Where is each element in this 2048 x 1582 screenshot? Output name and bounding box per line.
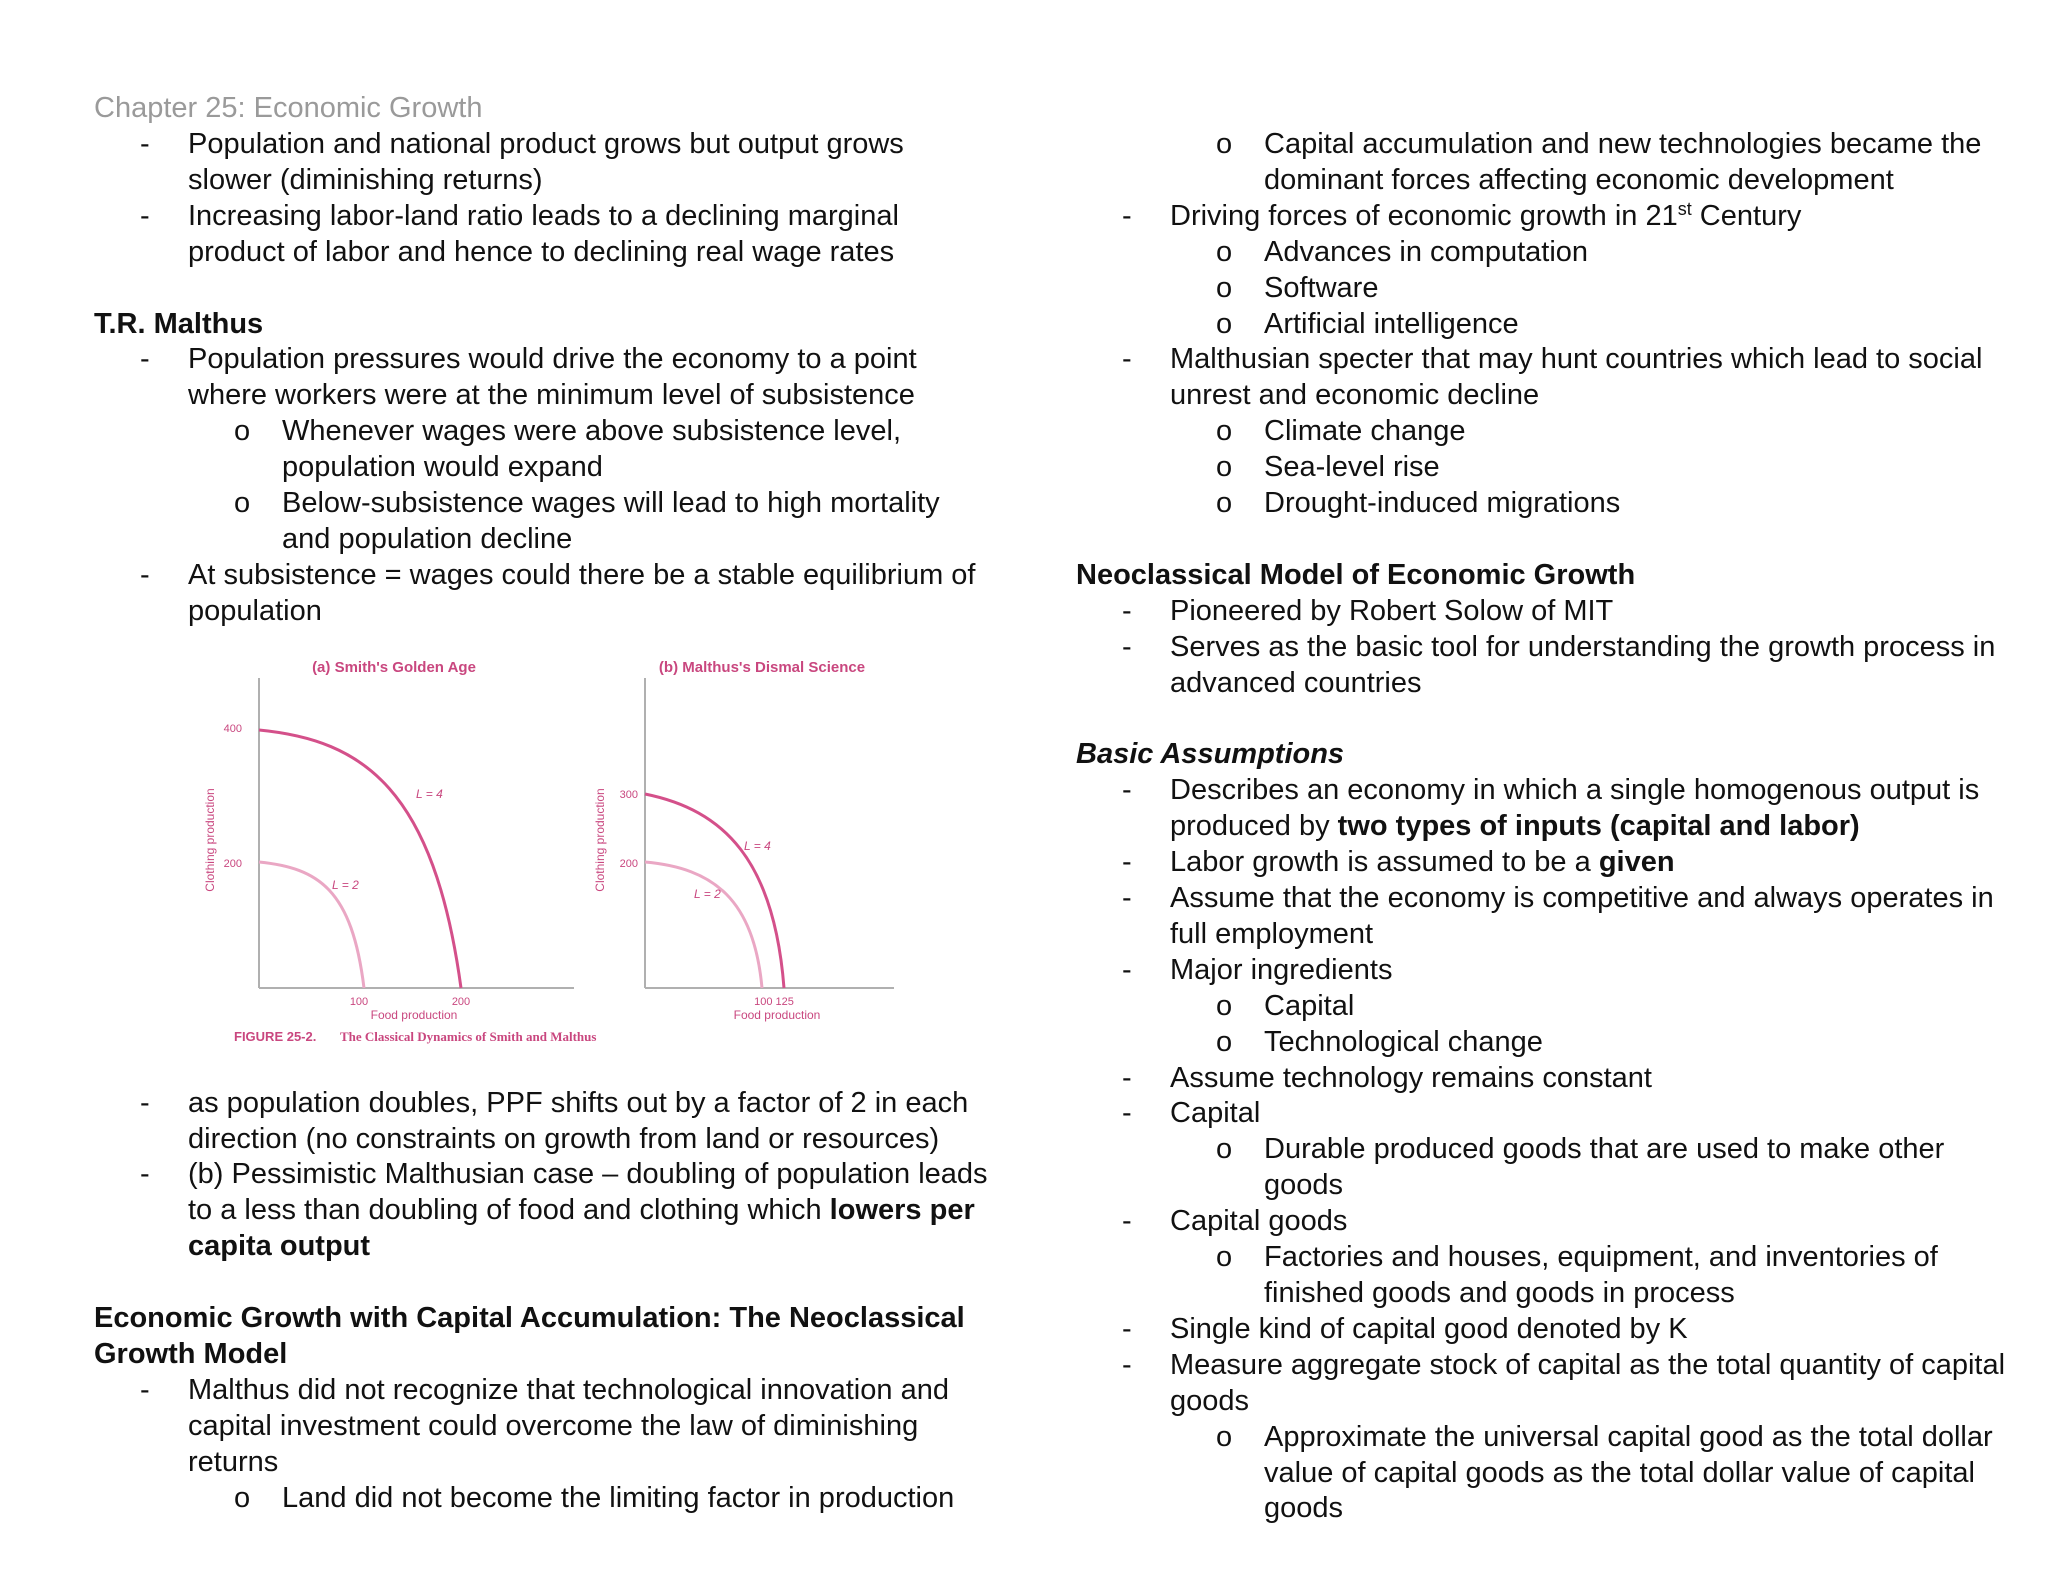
list-item <box>1076 630 2006 702</box>
bullet-text: Malthus did not recognize that technological innovation and capital investment could overcome the law of diminishing returns <box>188 1373 949 1478</box>
sub-list-item <box>1076 450 2006 486</box>
bullet-text: Technological change <box>1264 1025 1543 1058</box>
bullet-text: Capital <box>1170 1097 1261 1130</box>
bullet-text: Single kind of capital good denoted by K <box>1170 1312 1688 1345</box>
bullet-text: Serves as the basic tool for understanding the growth process in advanced countries <box>1170 630 1996 699</box>
bullet-text: Land did not become the limiting factor in production <box>282 1481 955 1514</box>
dash-bullet: - <box>140 199 150 232</box>
bullet-text: Capital goods <box>1170 1205 1348 1238</box>
list-item <box>1076 1204 2006 1240</box>
sub-list-item <box>94 414 994 486</box>
bullet-text: (b) Pessimistic Malthusian case – doubling of population leads to a less than doubling of food and clothing which lowers per capita output <box>188 1158 988 1263</box>
chapter-title: Chapter 25: Economic Growth <box>94 92 483 124</box>
panel-b-curve-l2 <box>645 862 762 988</box>
panel-a-curve-l4 <box>259 730 461 988</box>
dash-bullet: - <box>140 558 150 591</box>
dash-bullet: - <box>140 1373 150 1406</box>
bullet-text: Advances in computation <box>1264 235 1589 268</box>
bullet-text: Labor growth is assumed to be a given <box>1170 846 1675 879</box>
dash-bullet: - <box>1122 1312 1132 1345</box>
panel-a-title: (a) Smith's Golden Age <box>312 658 476 676</box>
figure-25-2 <box>94 630 994 1086</box>
sub-list-item <box>1076 271 2006 307</box>
circle-bullet: o <box>1216 235 1233 268</box>
list-item <box>1076 953 2006 989</box>
list-item <box>94 342 994 414</box>
sub-list-item <box>1076 486 2006 522</box>
circle-bullet: o <box>1216 271 1233 304</box>
bullet-text: Whenever wages were above subsistence level, population would expand <box>282 415 901 484</box>
bullet-text: Malthusian specter that may hunt countries which lead to social unrest and economic decline <box>1170 343 1983 412</box>
circle-bullet: o <box>1216 1133 1233 1166</box>
dash-bullet: - <box>140 343 150 376</box>
bullet-text: Artificial intelligence <box>1264 307 1519 340</box>
circle-bullet: o <box>1216 128 1233 160</box>
bullet-text: Describes an economy in which a single homogenous output is produced by two types of inputs (capital and labor) <box>1170 774 1980 843</box>
sub-list-item <box>1076 989 2006 1025</box>
bold-text: lowers per capita output <box>188 1194 975 1263</box>
dash-bullet: - <box>1122 953 1132 986</box>
sub-list-item <box>1076 307 2006 343</box>
figure-caption-text: The Classical Dynamics of Smith and Malthus <box>340 1028 597 1044</box>
dash-bullet: - <box>1122 1205 1132 1238</box>
bullet-text: Increasing labor-land ratio leads to a declining marginal product of labor and hence to declining real wage rates <box>188 199 899 268</box>
sub-list-item <box>94 486 994 558</box>
bullet-text: Drought-induced migrations <box>1264 487 1621 520</box>
panel-b-title: (b) Malthus's Dismal Science <box>658 658 866 676</box>
bullet-text: Capital accumulation and new technologies became the dominant forces affecting economic development <box>1264 128 1982 196</box>
section-heading-assumptions: Basic Assumptions <box>1076 738 1345 771</box>
bullet-text: Sea-level rise <box>1264 451 1440 484</box>
ppf-figure <box>94 630 994 1086</box>
list-item <box>1076 1061 2006 1097</box>
panel-b-ytick: 300 <box>619 788 638 801</box>
bullet-text: Assume that the economy is competitive and always operates in full employment <box>1170 882 1994 950</box>
list-item <box>1076 773 2006 845</box>
circle-bullet: o <box>234 415 251 448</box>
panel-a-ylabel: Clothing production <box>203 787 217 892</box>
panel-a-xtick: 200 <box>451 995 471 1008</box>
dash-bullet: - <box>1122 1348 1132 1381</box>
dash-bullet: - <box>1122 846 1132 879</box>
list-item <box>94 1086 994 1158</box>
section-heading-malthus: T.R. Malthus <box>94 307 264 340</box>
list-item <box>1076 342 2006 414</box>
bullet-text: Factories and houses, equipment, and inventories of finished goods and goods in process <box>1264 1241 1938 1309</box>
circle-bullet: o <box>1216 989 1233 1022</box>
list-item <box>1076 881 2006 953</box>
circle-bullet: o <box>1216 1420 1233 1453</box>
dash-bullet: - <box>1122 1061 1132 1094</box>
right-column <box>1076 127 2006 1527</box>
dash-bullet: - <box>1122 882 1132 914</box>
bullet-text: At subsistence = wages could there be a stable equilibrium of population <box>188 558 976 627</box>
figure-caption-label: FIGURE 25-2. <box>234 1028 317 1044</box>
bullet-text: Driving forces of economic growth in 21st Century <box>1170 198 1802 232</box>
panel-b-series-label: L = 2 <box>694 886 721 901</box>
sub-list-item <box>94 1481 994 1517</box>
list-item <box>1076 845 2006 881</box>
circle-bullet: o <box>1216 415 1233 448</box>
circle-bullet: o <box>1216 451 1233 484</box>
sub-list-item <box>1076 414 2006 450</box>
sub-list-item <box>1076 1420 2006 1528</box>
sub-list-item <box>1076 127 2006 199</box>
section-heading-neoclassical: Economic Growth with Capital Accumulation: The Neoclassical Growth Model <box>94 1302 965 1370</box>
bullet-text: as population doubles, PPF shifts out by a factor of 2 in each direction (no constraints on growth from land or resources) <box>188 1086 969 1155</box>
panel-a-series-label: L = 4 <box>416 786 443 801</box>
panel-b-ytick: 200 <box>619 857 638 870</box>
circle-bullet: o <box>234 487 251 520</box>
circle-bullet: o <box>1216 1241 1233 1274</box>
circle-bullet: o <box>1216 307 1233 340</box>
dash-bullet: - <box>140 1086 150 1119</box>
dash-bullet: - <box>140 128 150 160</box>
bullet-text: Pioneered by Robert Solow of MIT <box>1170 594 1614 627</box>
list-item <box>94 199 994 271</box>
bullet-text: Climate change <box>1264 415 1466 448</box>
dash-bullet: - <box>140 1158 150 1191</box>
bullet-text: Software <box>1264 271 1379 304</box>
sub-list-item <box>1076 1132 2006 1204</box>
dash-bullet: - <box>1122 594 1132 627</box>
bullet-text: Below-subsistence wages will lead to high mortality and population decline <box>282 487 940 555</box>
dash-bullet: - <box>1122 774 1132 807</box>
bullet-text: Major ingredients <box>1170 953 1393 986</box>
dash-bullet: - <box>1122 630 1132 663</box>
dash-bullet: - <box>1122 1097 1132 1130</box>
circle-bullet: o <box>1216 487 1233 520</box>
panel-a-xlabel: Food production <box>370 1007 458 1022</box>
bullet-text: Capital <box>1264 989 1355 1022</box>
panel-b-series-label: L = 4 <box>744 838 771 853</box>
circle-bullet: o <box>234 1481 251 1514</box>
panel-b-ylabel: Clothing production <box>593 787 607 892</box>
panel-a-series-label: L = 2 <box>332 877 359 892</box>
bullet-text: Population pressures would drive the economy to a point where workers were at the minimum level of subsistence <box>188 343 917 412</box>
panel-a-ytick: 200 <box>223 857 242 870</box>
sub-list-item <box>1076 235 2006 271</box>
list-item <box>1076 199 2006 235</box>
section-heading-neoclassical-model: Neoclassical Model of Economic Growth <box>1076 558 1636 591</box>
bullet-text: Population and national product grows but output grows slower (diminishing returns) <box>188 128 904 196</box>
list-item <box>94 127 994 199</box>
bullet-text: Approximate the universal capital good as the total dollar value of capital goods as the total dollar value of capital goods <box>1264 1420 1993 1525</box>
list-item <box>94 1157 994 1265</box>
list-item <box>1076 1096 2006 1132</box>
dash-bullet: - <box>1122 343 1132 376</box>
bullet-text: Measure aggregate stock of capital as the total quantity of capital goods <box>1170 1348 2006 1417</box>
panel-a-ytick: 400 <box>223 722 242 735</box>
sub-list-item <box>1076 1240 2006 1312</box>
panel-b-xtick: 100 125 <box>754 995 794 1008</box>
bold-text: two types of inputs (capital and labor) <box>1337 810 1860 843</box>
list-item <box>1076 594 2006 630</box>
bold-text: given <box>1598 846 1675 879</box>
dash-bullet: - <box>1122 199 1132 232</box>
panel-b-xlabel: Food production <box>733 1007 821 1022</box>
list-item <box>94 1373 994 1481</box>
left-column <box>94 127 994 1517</box>
list-item <box>1076 1312 2006 1348</box>
circle-bullet: o <box>1216 1025 1233 1058</box>
bullet-text: Assume technology remains constant <box>1170 1061 1652 1094</box>
panel-a-xtick: 100 <box>349 995 369 1008</box>
list-item <box>1076 1348 2006 1420</box>
sub-list-item <box>1076 1025 2006 1061</box>
bullet-text: Durable produced goods that are used to make other goods <box>1264 1133 1945 1202</box>
list-item <box>94 558 994 630</box>
